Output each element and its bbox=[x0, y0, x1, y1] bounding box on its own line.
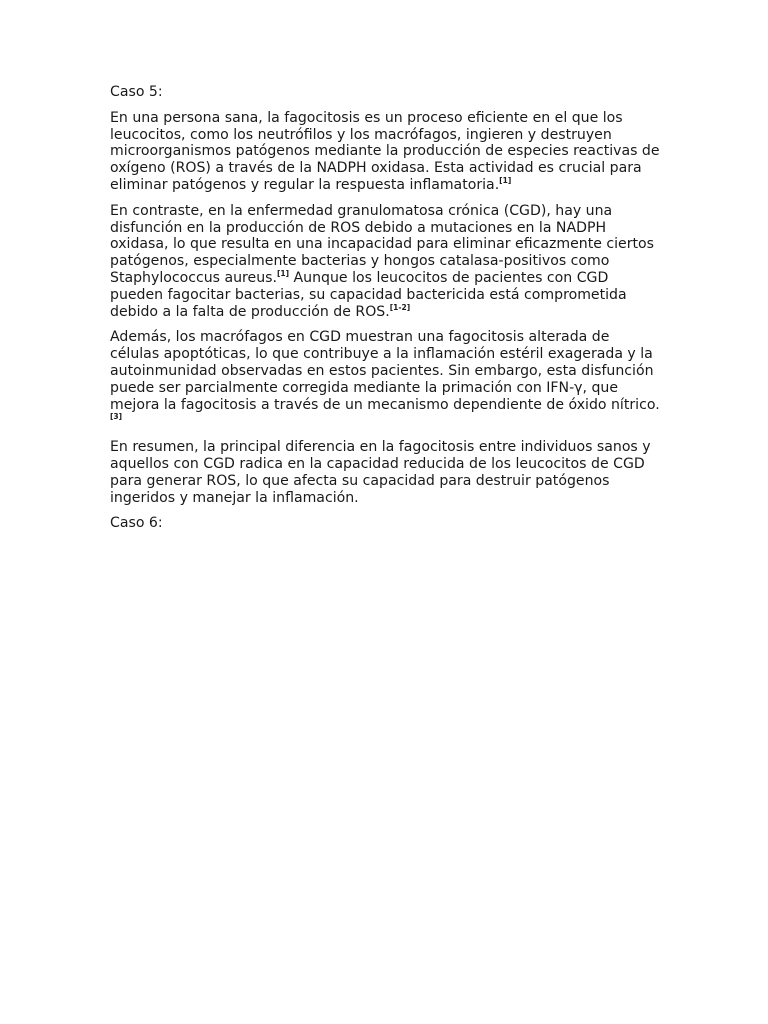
citation-reference: [1-2] bbox=[389, 302, 411, 312]
case-heading bbox=[110, 515, 660, 532]
citation-reference: [3] bbox=[110, 412, 123, 422]
paragraph-text: Además, los macrófagos en CGD muestran una fagocitosis alterada de células apoptóticas, lo que contribuye a la inflamación estéril exagerada y la autoinmunidad observadas en estos pacientes. Sin embargo, esta disfunción puede ser parcialmente corregida mediante la primación con IFN-γ, que mejora la fagocitosis a través de un mecanismo dependiente de óxido nítrico. bbox=[110, 329, 660, 413]
paragraph-text: En contraste, en la enfermedad granulomatosa crónica (CGD), hay una disfunción en la producción de ROS debido a mutaciones en la NADPH oxidasa, lo que resulta en una incapacidad para eliminar eficazmente ciertos patógenos, especialmente bacterias y hongos catalasa-positivos como Staphylococcus aureus. bbox=[110, 202, 655, 286]
citation-reference: [1] bbox=[276, 268, 290, 278]
paragraph-summary bbox=[110, 439, 660, 506]
paragraph-text: En una persona sana, la fagocitosis es un proceso eficiente en el que los leucocitos, como los neutrófilos y los macrófagos, ingieren y destruyen microorganismos patógenos mediante la producción de especies reactivas de oxígeno (ROS) a través de la NADPH oxidasa. Esta actividad es crucial para eliminar patógenos y regular la respuesta inflamatoria. bbox=[110, 109, 660, 193]
paragraph-cgd-dysfunction bbox=[110, 203, 660, 321]
case-heading-text: Caso 5: bbox=[110, 84, 163, 100]
paragraph-text: En resumen, la principal diferencia en la fagocitosis entre individuos sanos y aquellos con CGD radica en la capacidad reducida de los leucocitos de CGD para generar ROS, lo que afecta su capacidad para destruir patógenos ingeridos y manejar la inflamación. bbox=[110, 439, 651, 506]
paragraph-macrophages bbox=[110, 329, 660, 430]
paragraph-text: Aunque los leucocitos de pacientes con CGD pueden fagocitar bacterias, su capacidad bactericida está comprometida debido a la falta de producción de ROS. bbox=[110, 269, 627, 320]
document-body bbox=[110, 84, 660, 541]
case-heading-text: Caso 6: bbox=[110, 515, 163, 532]
case-heading bbox=[110, 84, 660, 101]
paragraph-healthy-phagocytosis bbox=[110, 110, 660, 194]
citation-reference: [1] bbox=[499, 175, 512, 185]
